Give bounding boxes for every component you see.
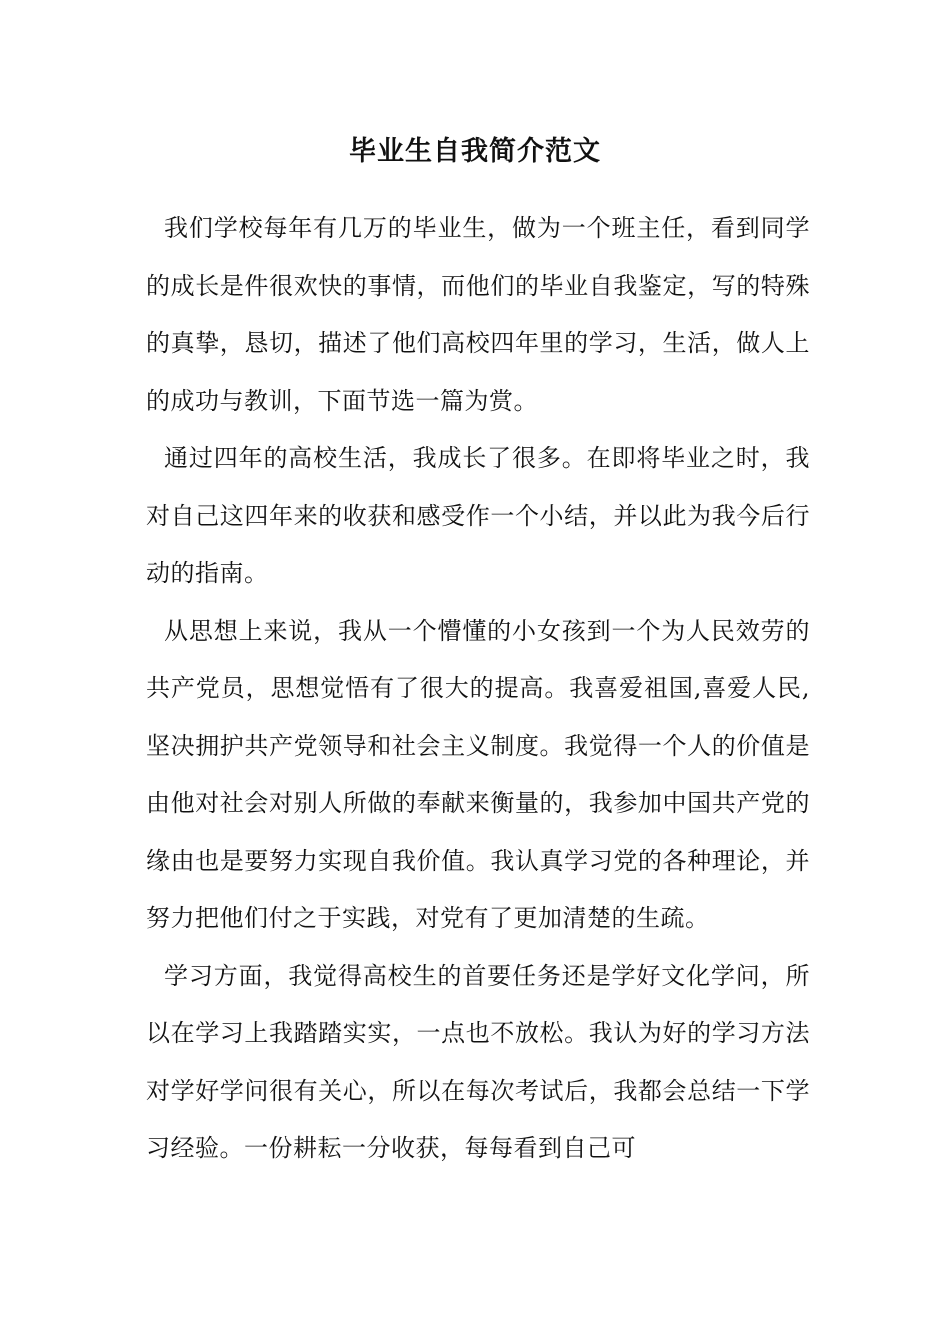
paragraph-summary: 通过四年的高校生活，我成长了很多。在即将毕业之时，我对自己这四年来的收获和感受作一个小结，并以此为我今后行动的指南。 <box>146 444 810 587</box>
paragraph-intro: 我们学校每年有几万的毕业生，做为一个班主任，看到同学的成长是件很欢快的事情，而他们的毕业自我鉴定，写的特殊的真挚，恳切，描述了他们高校四年里的学习，生活，做人上的成功与教训，下面节选一篇为赏。 <box>146 214 810 415</box>
paragraph-study: 学习方面，我觉得高校生的首要任务还是学好文化学问，所以在学习上我踏踏实实，一点也不放松。我认为好的学习方法对学好学问很有关心，所以在每次考试后，我都会总结一下学习经验。一份耕耘一分收获，每每看到自己可 <box>146 961 810 1162</box>
document-title: 毕业生自我简介范文 <box>349 136 601 167</box>
document-body <box>146 200 810 1178</box>
paragraph-ideology: 从思想上来说，我从一个懵懂的小女孩到一个为人民效劳的共产党员，思想觉悟有了很大的提高。我喜爱祖国,喜爱人民,坚决拥护共产党领导和社会主义制度。我觉得一个人的价值是由他对社会对别人所做的奉献来衡量的，我参加中国共产党的缘由也是要努力实现自我价值。我认真学习党的各种理论，并努力把他们付之于实践，对党有了更加清楚的生疏。 <box>146 616 810 932</box>
